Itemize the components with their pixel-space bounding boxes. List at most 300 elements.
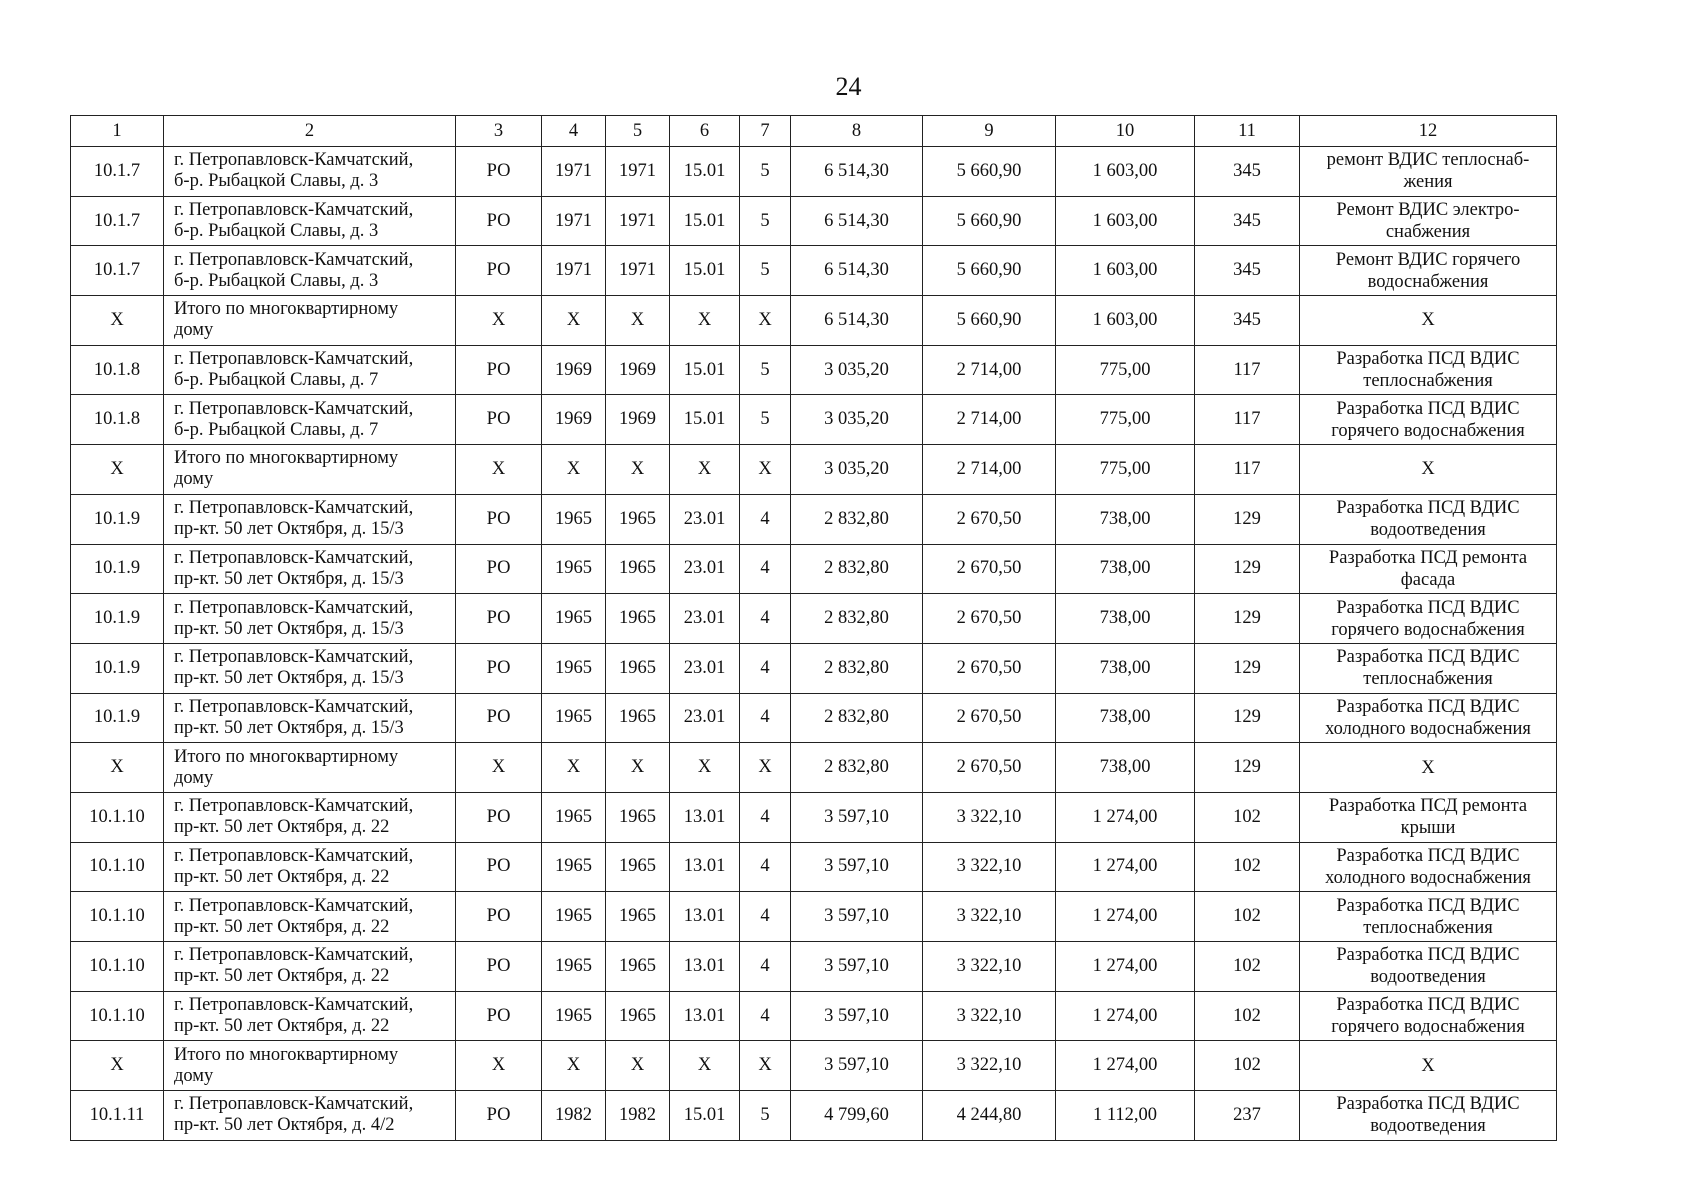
year-built-cell: 1965 (542, 594, 606, 644)
floors-cell: Х (740, 445, 791, 495)
residential-area-cell: 2 670,50 (923, 743, 1056, 793)
column-number-header: 9 (923, 116, 1056, 147)
year-commissioned-cell: 1971 (606, 246, 670, 296)
work-type-line-2: водоотведения (1370, 520, 1486, 541)
column-number-header: 10 (1056, 116, 1195, 147)
floors-cell: 5 (740, 147, 791, 197)
year-commissioned-cell: 1982 (606, 1091, 670, 1141)
residents-count-cell: 237 (1195, 1091, 1300, 1141)
wall-material-code-cell: 15.01 (670, 395, 740, 445)
work-type-line-2: водоотведения (1370, 1116, 1486, 1137)
work-type-line-2: теплоснабжения (1363, 371, 1493, 392)
table-row (71, 792, 1557, 842)
year-commissioned-cell: 1965 (606, 544, 670, 594)
category-cell: Х (456, 1041, 542, 1091)
year-built-cell: 1969 (542, 395, 606, 445)
address-line-1: г. Петропавловск-Камчатский, (174, 200, 414, 221)
wall-material-code-cell: Х (670, 296, 740, 346)
total-area-cell: 2 832,80 (791, 544, 923, 594)
residents-count-cell: 345 (1195, 196, 1300, 246)
year-built-cell: 1969 (542, 345, 606, 395)
floors-cell: 5 (740, 196, 791, 246)
category-cell: РО (456, 892, 542, 942)
floors-cell: 5 (740, 1091, 791, 1141)
work-type-line-1: Разработка ПСД ВДИС (1336, 498, 1520, 519)
year-built-cell: 1971 (542, 196, 606, 246)
residential-area-cell: 5 660,90 (923, 147, 1056, 197)
year-built-cell: 1965 (542, 942, 606, 992)
wall-material-code-cell: 15.01 (670, 196, 740, 246)
wall-material-code-cell: 23.01 (670, 494, 740, 544)
nonresidential-area-cell: 738,00 (1056, 643, 1195, 693)
address-line-2: пр-кт. 50 лет Октября, д. 15/3 (174, 519, 404, 540)
floors-cell: 4 (740, 544, 791, 594)
work-type-line-1: Х (1421, 310, 1435, 331)
work-type-cell (1300, 296, 1557, 346)
year-commissioned-cell: 1965 (606, 991, 670, 1041)
residential-area-cell: 3 322,10 (923, 892, 1056, 942)
column-number-header: 8 (791, 116, 923, 147)
address-line-1: Итого по многоквартирному (174, 448, 399, 469)
work-type-cell (1300, 842, 1557, 892)
item-number-cell: 10.1.9 (71, 544, 164, 594)
work-type-cell (1300, 345, 1557, 395)
table-row (71, 246, 1557, 296)
wall-material-code-cell: 23.01 (670, 643, 740, 693)
total-area-cell: 6 514,30 (791, 147, 923, 197)
total-area-cell: 2 832,80 (791, 594, 923, 644)
residents-count-cell: 102 (1195, 1041, 1300, 1091)
address-cell (164, 147, 456, 197)
address-line-1: Итого по многоквартирному (174, 1044, 399, 1065)
address-line-2: б-р. Рыбацкой Славы, д. 3 (174, 221, 379, 242)
residents-count-cell: 102 (1195, 991, 1300, 1041)
work-type-cell (1300, 942, 1557, 992)
residents-count-cell: 117 (1195, 345, 1300, 395)
total-area-cell: 3 035,20 (791, 445, 923, 495)
wall-material-code-cell: 15.01 (670, 246, 740, 296)
item-number-cell: 10.1.10 (71, 792, 164, 842)
column-number-row (71, 116, 1557, 147)
residents-count-cell: 129 (1195, 594, 1300, 644)
year-commissioned-cell: 1965 (606, 892, 670, 942)
year-commissioned-cell: Х (606, 743, 670, 793)
work-type-line-1: ремонт ВДИС теплоснаб- (1326, 150, 1530, 171)
table-row (71, 643, 1557, 693)
nonresidential-area-cell: 775,00 (1056, 345, 1195, 395)
address-cell (164, 196, 456, 246)
year-commissioned-cell: Х (606, 296, 670, 346)
item-number-cell: Х (71, 445, 164, 495)
floors-cell: 5 (740, 246, 791, 296)
item-number-cell: 10.1.9 (71, 594, 164, 644)
nonresidential-area-cell: 1 603,00 (1056, 296, 1195, 346)
total-area-cell: 2 832,80 (791, 743, 923, 793)
address-line-1: г. Петропавловск-Камчатский, (174, 696, 414, 717)
address-line-2: пр-кт. 50 лет Октября, д. 22 (174, 866, 390, 887)
work-type-line-2: крыши (1400, 818, 1456, 839)
category-cell: РО (456, 693, 542, 743)
year-commissioned-cell: 1965 (606, 792, 670, 842)
table-row (71, 147, 1557, 197)
address-cell (164, 693, 456, 743)
residential-area-cell: 3 322,10 (923, 1041, 1056, 1091)
nonresidential-area-cell: 1 603,00 (1056, 196, 1195, 246)
item-number-cell: 10.1.8 (71, 395, 164, 445)
year-built-cell: Х (542, 445, 606, 495)
residents-count-cell: 345 (1195, 246, 1300, 296)
floors-cell: 4 (740, 693, 791, 743)
table-row (71, 196, 1557, 246)
address-line-1: г. Петропавловск-Камчатский, (174, 349, 414, 370)
work-type-cell (1300, 892, 1557, 942)
year-commissioned-cell: 1965 (606, 643, 670, 693)
year-built-cell: 1965 (542, 892, 606, 942)
address-line-1: г. Петропавловск-Камчатский, (174, 796, 414, 817)
floors-cell: Х (740, 1041, 791, 1091)
nonresidential-area-cell: 1 112,00 (1056, 1091, 1195, 1141)
column-number-header: 5 (606, 116, 670, 147)
wall-material-code-cell: 13.01 (670, 842, 740, 892)
year-built-cell: 1971 (542, 246, 606, 296)
column-number-header: 11 (1195, 116, 1300, 147)
residents-count-cell: 102 (1195, 842, 1300, 892)
category-cell: РО (456, 544, 542, 594)
total-area-cell: 3 597,10 (791, 942, 923, 992)
category-cell: РО (456, 494, 542, 544)
year-commissioned-cell: 1965 (606, 494, 670, 544)
work-type-line-2: водоотведения (1370, 967, 1486, 988)
table-row (71, 296, 1557, 346)
year-built-cell: 1965 (542, 842, 606, 892)
item-number-cell: 10.1.9 (71, 643, 164, 693)
nonresidential-area-cell: 1 274,00 (1056, 892, 1195, 942)
category-cell: РО (456, 842, 542, 892)
item-number-cell: Х (71, 743, 164, 793)
item-number-cell: 10.1.10 (71, 942, 164, 992)
year-commissioned-cell: Х (606, 445, 670, 495)
nonresidential-area-cell: 738,00 (1056, 544, 1195, 594)
address-line-1: Итого по многоквартирному (174, 746, 399, 767)
wall-material-code-cell: 23.01 (670, 544, 740, 594)
address-cell (164, 643, 456, 693)
year-built-cell: 1982 (542, 1091, 606, 1141)
residential-area-cell: 2 670,50 (923, 693, 1056, 743)
category-cell: РО (456, 643, 542, 693)
address-line-2: пр-кт. 50 лет Октября, д. 4/2 (174, 1115, 395, 1136)
work-type-line-1: Ремонт ВДИС горячего (1335, 249, 1521, 270)
table-row (71, 942, 1557, 992)
floors-cell: 5 (740, 345, 791, 395)
residents-count-cell: 129 (1195, 544, 1300, 594)
work-type-line-1: Разработка ПСД ВДИС (1336, 398, 1520, 419)
nonresidential-area-cell: 1 603,00 (1056, 246, 1195, 296)
residents-count-cell: 129 (1195, 743, 1300, 793)
total-area-cell: 3 597,10 (791, 991, 923, 1041)
category-cell: РО (456, 942, 542, 992)
work-type-line-1: Разработка ПСД ВДИС (1336, 995, 1520, 1016)
year-built-cell: 1971 (542, 147, 606, 197)
category-cell: Х (456, 296, 542, 346)
work-type-line-1: Разработка ПСД ВДИС (1336, 895, 1520, 916)
residential-area-cell: 2 670,50 (923, 494, 1056, 544)
residential-area-cell: 2 670,50 (923, 594, 1056, 644)
residential-area-cell: 2 670,50 (923, 544, 1056, 594)
category-cell: Х (456, 445, 542, 495)
residential-area-cell: 5 660,90 (923, 296, 1056, 346)
year-built-cell: 1965 (542, 991, 606, 1041)
column-number-header: 6 (670, 116, 740, 147)
category-cell: РО (456, 395, 542, 445)
wall-material-code-cell: 13.01 (670, 792, 740, 842)
year-commissioned-cell: 1969 (606, 345, 670, 395)
work-type-cell (1300, 693, 1557, 743)
column-number-header: 4 (542, 116, 606, 147)
nonresidential-area-cell: 775,00 (1056, 445, 1195, 495)
floors-cell: 4 (740, 991, 791, 1041)
category-cell: РО (456, 594, 542, 644)
table-row (71, 743, 1557, 793)
year-built-cell: 1965 (542, 494, 606, 544)
category-cell: РО (456, 345, 542, 395)
residential-area-cell: 5 660,90 (923, 246, 1056, 296)
residents-count-cell: 345 (1195, 296, 1300, 346)
work-type-line-1: Х (1421, 459, 1435, 480)
address-line-1: г. Петропавловск-Камчатский, (174, 647, 414, 668)
year-commissioned-cell: Х (606, 1041, 670, 1091)
address-line-2: б-р. Рыбацкой Славы, д. 3 (174, 171, 379, 192)
table-row (71, 395, 1557, 445)
address-line-2: б-р. Рыбацкой Славы, д. 3 (174, 270, 379, 291)
total-area-cell: 3 035,20 (791, 395, 923, 445)
item-number-cell: 10.1.7 (71, 196, 164, 246)
category-cell: РО (456, 1091, 542, 1141)
category-cell: РО (456, 196, 542, 246)
floors-cell: 4 (740, 792, 791, 842)
nonresidential-area-cell: 738,00 (1056, 594, 1195, 644)
table-row (71, 1041, 1557, 1091)
column-number-header: 2 (164, 116, 456, 147)
floors-cell: 4 (740, 643, 791, 693)
item-number-cell: 10.1.10 (71, 892, 164, 942)
address-line-2: пр-кт. 50 лет Октября, д. 15/3 (174, 717, 404, 738)
item-number-cell: 10.1.11 (71, 1091, 164, 1141)
address-line-2: б-р. Рыбацкой Славы, д. 7 (174, 419, 379, 440)
total-area-cell: 3 597,10 (791, 842, 923, 892)
address-line-1: Итого по многоквартирному (174, 299, 399, 320)
nonresidential-area-cell: 1 274,00 (1056, 842, 1195, 892)
item-number-cell: 10.1.7 (71, 246, 164, 296)
wall-material-code-cell: Х (670, 445, 740, 495)
work-type-cell (1300, 196, 1557, 246)
nonresidential-area-cell: 1 274,00 (1056, 792, 1195, 842)
address-line-1: г. Петропавловск-Камчатский, (174, 150, 414, 171)
wall-material-code-cell: 23.01 (670, 594, 740, 644)
table-row (71, 1091, 1557, 1141)
year-built-cell: 1965 (542, 792, 606, 842)
address-line-2: пр-кт. 50 лет Октября, д. 22 (174, 1016, 390, 1037)
table-row (71, 892, 1557, 942)
total-area-cell: 2 832,80 (791, 494, 923, 544)
table-row (71, 494, 1557, 544)
address-cell (164, 942, 456, 992)
total-area-cell: 4 799,60 (791, 1091, 923, 1141)
total-area-cell: 2 832,80 (791, 643, 923, 693)
address-line-1: г. Петропавловск-Камчатский, (174, 845, 414, 866)
work-type-line-1: Разработка ПСД ВДИС (1336, 845, 1520, 866)
work-type-line-2: теплоснабжения (1363, 917, 1493, 938)
address-cell (164, 494, 456, 544)
table-row (71, 594, 1557, 644)
address-line-2: пр-кт. 50 лет Октября, д. 15/3 (174, 568, 404, 589)
work-type-cell (1300, 1091, 1557, 1141)
address-line-2: б-р. Рыбацкой Славы, д. 7 (174, 370, 379, 391)
nonresidential-area-cell: 738,00 (1056, 693, 1195, 743)
residents-count-cell: 129 (1195, 643, 1300, 693)
address-cell (164, 395, 456, 445)
nonresidential-area-cell: 738,00 (1056, 494, 1195, 544)
floors-cell: 4 (740, 494, 791, 544)
item-number-cell: 10.1.9 (71, 693, 164, 743)
category-cell: РО (456, 792, 542, 842)
total-area-cell: 2 832,80 (791, 693, 923, 743)
work-type-line-1: Разработка ПСД ВДИС (1336, 349, 1520, 370)
floors-cell: Х (740, 743, 791, 793)
table-row (71, 991, 1557, 1041)
address-cell (164, 544, 456, 594)
work-type-cell (1300, 1041, 1557, 1091)
wall-material-code-cell: 15.01 (670, 345, 740, 395)
address-cell (164, 345, 456, 395)
nonresidential-area-cell: 1 274,00 (1056, 991, 1195, 1041)
wall-material-code-cell: 15.01 (670, 1091, 740, 1141)
nonresidential-area-cell: 738,00 (1056, 743, 1195, 793)
residents-count-cell: 102 (1195, 942, 1300, 992)
work-type-line-2: водоснабжения (1367, 271, 1489, 292)
work-type-cell (1300, 544, 1557, 594)
work-type-line-2: горячего водоснабжения (1331, 619, 1525, 640)
repair-program-table (70, 115, 1557, 1141)
work-type-line-1: Разработка ПСД ремонта (1328, 796, 1528, 817)
address-cell (164, 296, 456, 346)
residential-area-cell: 2 714,00 (923, 445, 1056, 495)
address-line-1: г. Петропавловск-Камчатский, (174, 945, 414, 966)
work-type-line-1: Разработка ПСД ремонта (1328, 547, 1528, 568)
page-number: 24 (835, 72, 862, 101)
residents-count-cell: 102 (1195, 792, 1300, 842)
table-row (71, 693, 1557, 743)
address-cell (164, 594, 456, 644)
address-cell (164, 892, 456, 942)
total-area-cell: 3 597,10 (791, 892, 923, 942)
year-commissioned-cell: 1969 (606, 395, 670, 445)
work-type-line-2: горячего водоснабжения (1331, 420, 1525, 441)
year-built-cell: Х (542, 1041, 606, 1091)
address-line-1: г. Петропавловск-Камчатский, (174, 547, 414, 568)
residential-area-cell: 2 670,50 (923, 643, 1056, 693)
category-cell: РО (456, 147, 542, 197)
table-row (71, 345, 1557, 395)
address-cell (164, 842, 456, 892)
residential-area-cell: 5 660,90 (923, 196, 1056, 246)
table-body (71, 147, 1557, 1141)
year-built-cell: Х (542, 296, 606, 346)
year-commissioned-cell: 1965 (606, 842, 670, 892)
work-type-line-1: Разработка ПСД ВДИС (1336, 597, 1520, 618)
wall-material-code-cell: Х (670, 1041, 740, 1091)
address-line-2: пр-кт. 50 лет Октября, д. 22 (174, 966, 390, 987)
address-line-2: пр-кт. 50 лет Октября, д. 22 (174, 916, 390, 937)
work-type-cell (1300, 395, 1557, 445)
work-type-line-2: холодного водоснабжения (1325, 718, 1531, 739)
address-cell (164, 991, 456, 1041)
item-number-cell: Х (71, 1041, 164, 1091)
work-type-cell (1300, 246, 1557, 296)
wall-material-code-cell: 15.01 (670, 147, 740, 197)
table-row (71, 445, 1557, 495)
item-number-cell: 10.1.10 (71, 991, 164, 1041)
work-type-line-1: Х (1421, 757, 1435, 778)
total-area-cell: 3 035,20 (791, 345, 923, 395)
work-type-cell (1300, 594, 1557, 644)
work-type-line-2: фасада (1400, 569, 1456, 590)
year-commissioned-cell: 1971 (606, 147, 670, 197)
address-line-2: дому (174, 320, 214, 341)
work-type-line-2: горячего водоснабжения (1331, 1017, 1525, 1038)
address-line-1: г. Петропавловск-Камчатский, (174, 398, 414, 419)
year-built-cell: 1965 (542, 643, 606, 693)
work-type-cell (1300, 494, 1557, 544)
work-type-line-1: Х (1421, 1055, 1435, 1076)
residential-area-cell: 3 322,10 (923, 991, 1056, 1041)
residential-area-cell: 3 322,10 (923, 942, 1056, 992)
category-cell: РО (456, 991, 542, 1041)
floors-cell: Х (740, 296, 791, 346)
category-cell: РО (456, 246, 542, 296)
address-line-1: г. Петропавловск-Камчатский, (174, 597, 414, 618)
item-number-cell: Х (71, 296, 164, 346)
year-built-cell: Х (542, 743, 606, 793)
residential-area-cell: 3 322,10 (923, 792, 1056, 842)
residents-count-cell: 345 (1195, 147, 1300, 197)
residential-area-cell: 3 322,10 (923, 842, 1056, 892)
item-number-cell: 10.1.8 (71, 345, 164, 395)
nonresidential-area-cell: 1 274,00 (1056, 1041, 1195, 1091)
residents-count-cell: 129 (1195, 693, 1300, 743)
address-cell (164, 792, 456, 842)
floors-cell: 4 (740, 842, 791, 892)
residential-area-cell: 2 714,00 (923, 345, 1056, 395)
residents-count-cell: 129 (1195, 494, 1300, 544)
work-type-cell (1300, 792, 1557, 842)
work-type-cell (1300, 743, 1557, 793)
total-area-cell: 6 514,30 (791, 196, 923, 246)
floors-cell: 5 (740, 395, 791, 445)
work-type-cell (1300, 147, 1557, 197)
wall-material-code-cell: 13.01 (670, 892, 740, 942)
work-type-line-1: Ремонт ВДИС электро- (1336, 200, 1520, 221)
total-area-cell: 3 597,10 (791, 1041, 923, 1091)
item-number-cell: 10.1.7 (71, 147, 164, 197)
table-row (71, 544, 1557, 594)
work-type-line-1: Разработка ПСД ВДИС (1336, 1094, 1520, 1115)
floors-cell: 4 (740, 594, 791, 644)
year-built-cell: 1965 (542, 544, 606, 594)
category-cell: Х (456, 743, 542, 793)
year-built-cell: 1965 (542, 693, 606, 743)
residential-area-cell: 2 714,00 (923, 395, 1056, 445)
address-cell (164, 1091, 456, 1141)
